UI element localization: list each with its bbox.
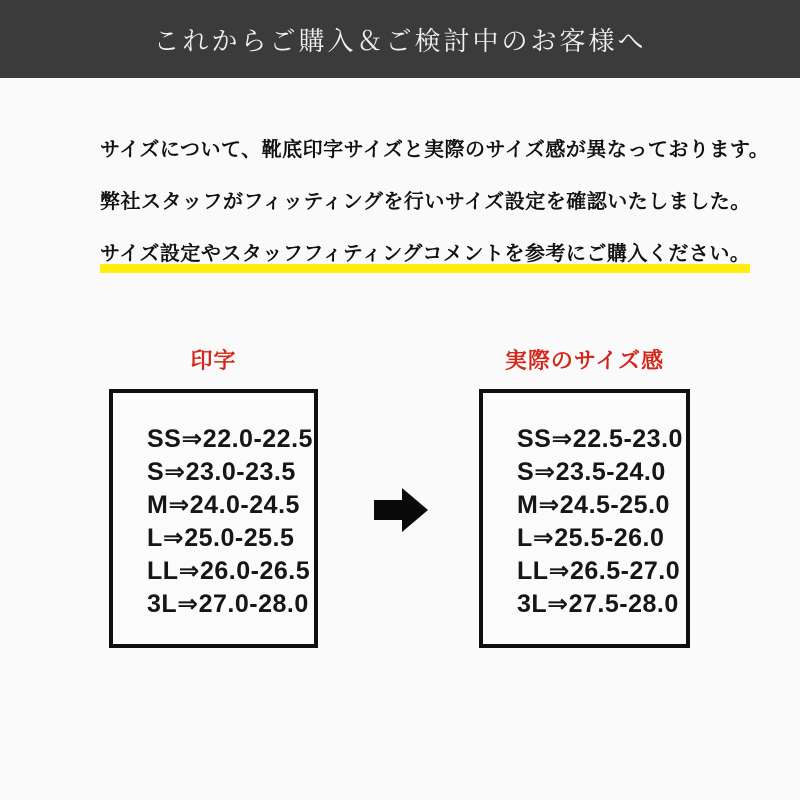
highlighted-note: サイズ設定やスタッフフィティングコメントを参考にご購入ください。: [100, 242, 750, 273]
size-row: S⇒23.5-24.0: [517, 458, 666, 486]
size-row: SS⇒22.5-23.0: [517, 425, 683, 453]
size-row: L⇒25.0-25.5: [147, 524, 295, 552]
actual-size-label: 実際のサイズ感: [504, 348, 665, 373]
actual-size-column: [479, 348, 690, 648]
size-row: S⇒23.0-23.5: [147, 458, 296, 486]
intro-line-1: サイズについて、靴底印字サイズと実際のサイズ感が異なっております。: [100, 139, 770, 161]
size-row: SS⇒22.0-22.5: [147, 425, 313, 453]
header-banner: [0, 0, 800, 78]
page-title: これからご購入＆ご検討中のお客様へ: [153, 25, 647, 56]
size-row: 3L⇒27.0-28.0: [147, 590, 309, 618]
printed-size-box: [109, 389, 318, 648]
size-row: L⇒25.5-26.0: [517, 524, 665, 552]
size-row: LL⇒26.0-26.5: [147, 557, 311, 585]
size-row: 3L⇒27.5-28.0: [517, 590, 679, 618]
printed-size-column: [109, 348, 318, 648]
intro-line-2: 弊社スタッフがフィッティングを行いサイズ設定を確認いたしました。: [100, 191, 751, 213]
intro-line-3: [100, 242, 751, 273]
intro-text: [100, 138, 770, 301]
actual-size-box: [479, 389, 690, 648]
size-row: LL⇒26.5-27.0: [517, 557, 681, 585]
size-row: M⇒24.5-25.0: [517, 491, 670, 519]
right-arrow-icon: [374, 488, 428, 532]
size-row: M⇒24.0-24.5: [147, 491, 300, 519]
printed-size-label: 印字: [190, 348, 237, 373]
